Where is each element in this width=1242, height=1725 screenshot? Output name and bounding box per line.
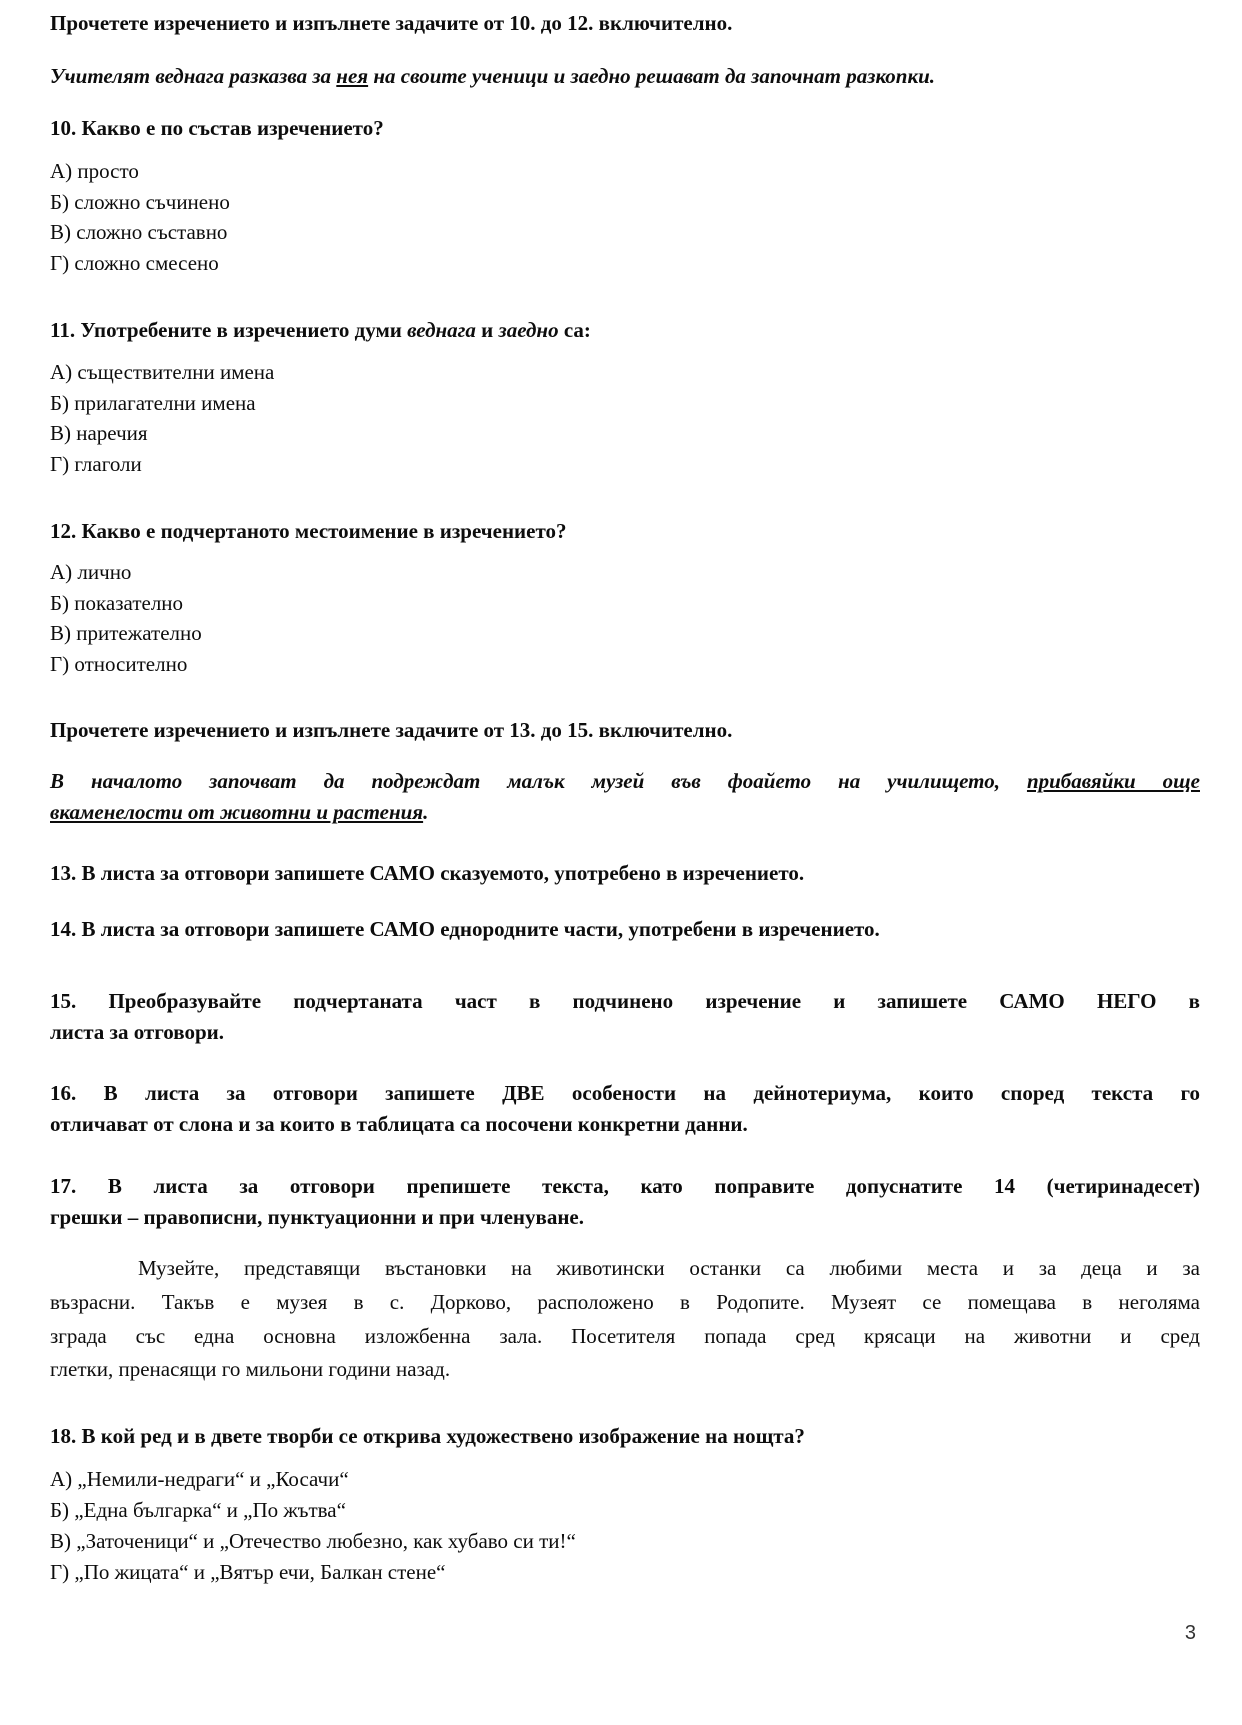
- quote1-pre: Учителят веднага разказва за: [50, 64, 337, 88]
- question-17-error-text: [50, 1252, 1200, 1387]
- q11-title-post: са:: [558, 318, 591, 342]
- question-12-option-g: Г) относително: [50, 651, 188, 676]
- question-10-option-g: Г) сложно смесено: [50, 250, 219, 275]
- quote2-line1-pre: В началото започват да подреждат малък музей във фоайето на училището,: [50, 769, 1027, 793]
- question-11-title: [50, 315, 1200, 346]
- error-text-line-3: зграда със една основна изложбенна зала. Посетителя попада сред крясаци на животни и сред: [50, 1323, 1200, 1348]
- question-11-option-v: В) наречия: [50, 421, 148, 445]
- error-text-line-4: глетки, пренасящи го мильони години назад.: [50, 1357, 451, 1382]
- question-12-title: 12. Какво е подчертаното местоимение в изречението?: [50, 519, 567, 543]
- question-14-title: 14. В листа за отговори запишете САМО еднородните части, употребени в изречението.: [50, 917, 880, 941]
- quote2-line2-underlined: вкаменелости от животни и растения: [50, 800, 424, 824]
- question-10-option-b: Б) сложно съчинено: [50, 189, 230, 214]
- q11-title-pre: 11. Употребените в изречението думи: [50, 318, 408, 342]
- question-10-title: 10. Какво е по състав изречението?: [50, 116, 384, 140]
- question-11-option-g: Г) глаголи: [50, 451, 142, 476]
- question-12-option-a: А) лично: [50, 560, 132, 584]
- quote2-line-1: [50, 766, 1200, 797]
- question-18-option-g: Г) „По жицата“ и „Вятър ечи, Балкан стене“: [50, 1559, 446, 1584]
- sentence-quote-2: [50, 766, 1200, 828]
- question-10-options: [50, 156, 1200, 278]
- q11-italic-word-2: заедно: [498, 318, 559, 342]
- quote2-line2-post: .: [423, 800, 429, 824]
- question-18-option-v: В) „Заточеници“ и „Отечество любезно, как хубаво си ти!“: [50, 1528, 576, 1553]
- question-15-line-2: листа за отговори.: [50, 1020, 224, 1044]
- quote2-line-2: [50, 797, 1200, 828]
- question-18-options: [50, 1464, 1200, 1587]
- quote1-underlined-word: нея: [336, 64, 369, 88]
- question-16-line-2: отличават от слона и за които в таблицата са посочени конкретни данни.: [50, 1112, 748, 1136]
- sentence-quote-1: [50, 61, 1200, 92]
- question-13-title: 13. В листа за отговори запишете САМО сказуемото, употребено в изречението.: [50, 861, 805, 885]
- question-15-title: [50, 986, 1200, 1048]
- question-10-option-a: А) просто: [50, 159, 139, 183]
- question-18-option-b: Б) „Една българка“ и „По жътва“: [50, 1497, 346, 1522]
- question-18-option-a: А) „Немили-недраги“ и „Косачи“: [50, 1467, 349, 1492]
- question-10-option-v: В) сложно съставно: [50, 220, 228, 244]
- instruction-block-2: Прочетете изречението и изпълнете задачите от 13. до 15. включително.: [50, 718, 733, 742]
- q11-title-mid: и: [475, 318, 499, 342]
- question-12-option-b: Б) показателно: [50, 590, 184, 615]
- question-15-line-1: 15. Преобразувайте подчертаната част в подчинено изречение и запишете САМО НЕГО в: [50, 989, 1200, 1013]
- question-11-option-a: А) съществителни имена: [50, 360, 275, 384]
- question-16-line-1: 16. В листа за отговори запишете ДВЕ особености на дейнотериума, които според текста го: [50, 1081, 1200, 1105]
- question-17-line-1: 17. В листа за отговори препишете текста, като поправите допуснатите 14 (четиринадесет): [50, 1174, 1200, 1198]
- question-11-options: [50, 357, 1200, 479]
- question-17-line-2: грешки – правописни, пунктуационни и при членуване.: [50, 1205, 585, 1229]
- question-12-options: [50, 557, 1200, 679]
- error-text-line-1: Музейте, представящи въстановки на животински останки са любими места и за деца и за: [138, 1256, 1200, 1280]
- instruction-block-1: Прочетете изречението и изпълнете задачите от 10. до 12. включително.: [50, 11, 733, 35]
- q11-italic-word-1: веднага: [407, 318, 476, 342]
- question-18-title: 18. В кой ред и в двете творби се открива художествено изображение на нощта?: [50, 1424, 805, 1449]
- question-11-option-b: Б) прилагателни имена: [50, 390, 256, 415]
- question-12-option-v: В) притежателно: [50, 621, 202, 645]
- quote1-post: на своите ученици и заедно решават да започнат разкопки.: [368, 64, 936, 88]
- question-16-title: [50, 1078, 1200, 1140]
- error-text-line-2: възрасни. Такъв е музея в с. Дорково, расположено в Родопите. Музеят се помещава в неголяма: [50, 1289, 1200, 1314]
- page-number: 3: [1184, 1622, 1196, 1644]
- quote2-line1-underlined: прибавяйки още: [1026, 769, 1200, 793]
- question-17-title: [50, 1171, 1200, 1233]
